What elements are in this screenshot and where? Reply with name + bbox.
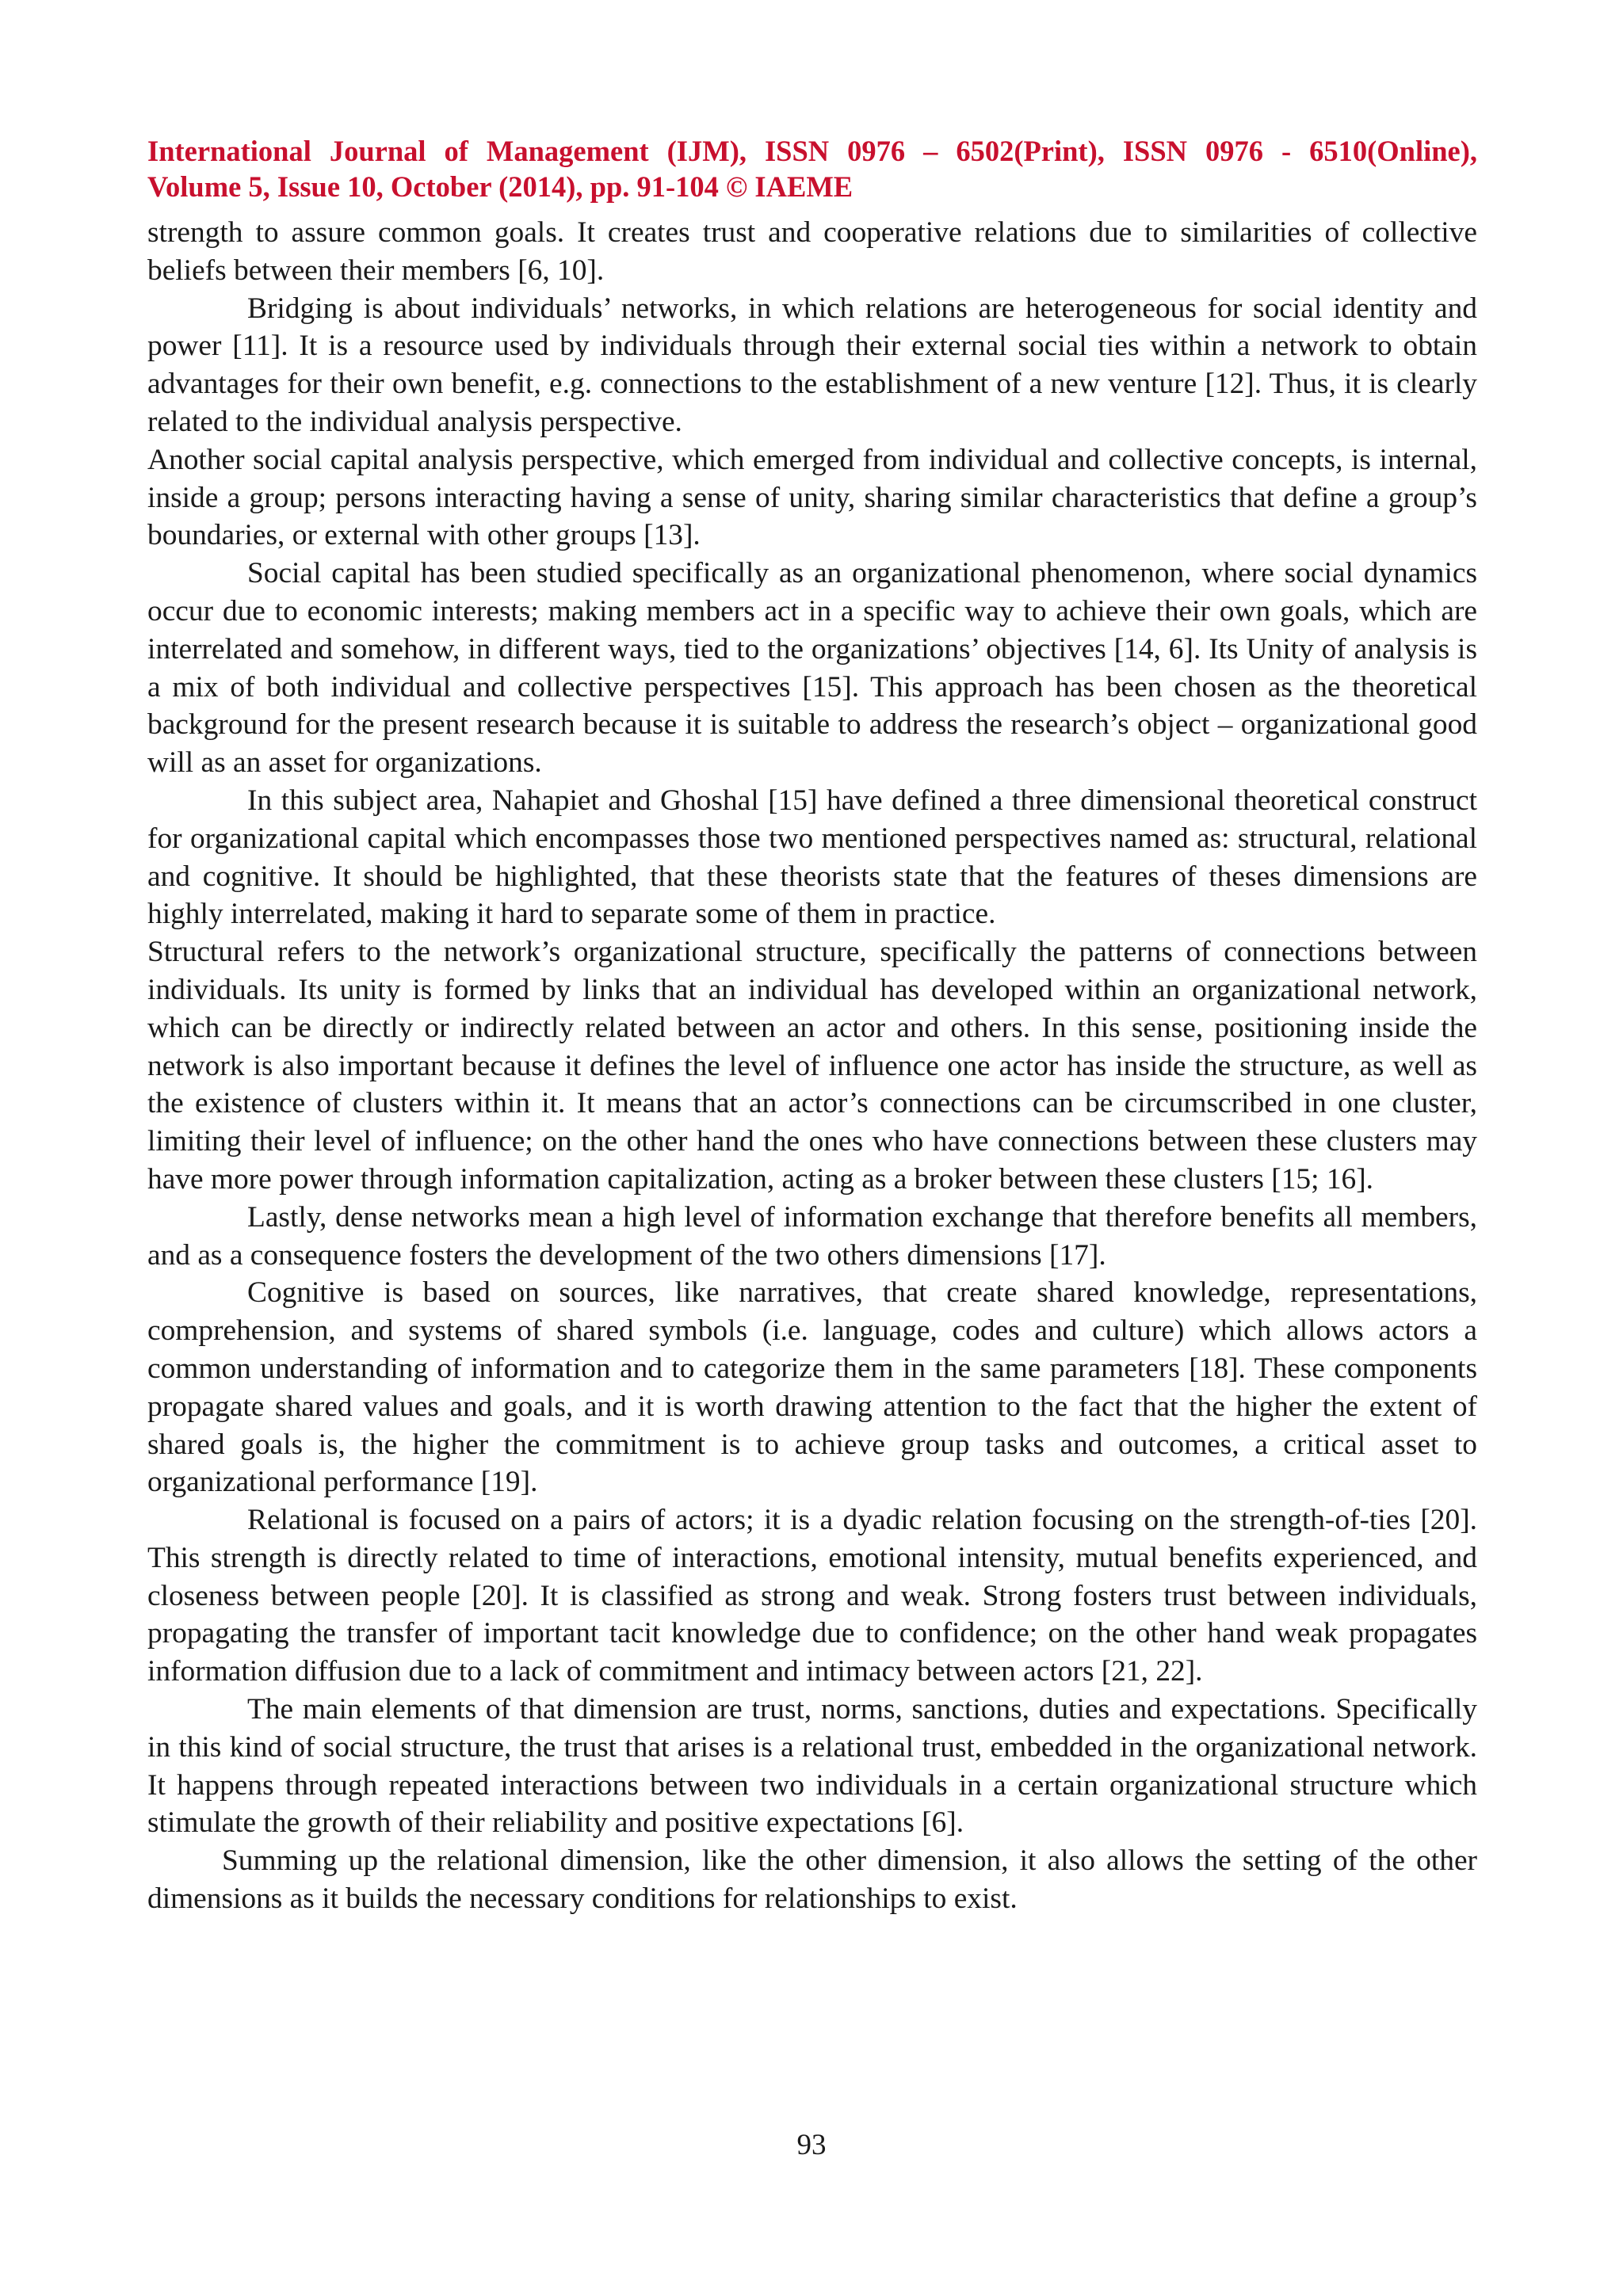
page-number: 93 bbox=[796, 2129, 827, 2161]
paragraph: Relational is focused on a pairs of actors; it is a dyadic relation focusing on the strength-of-ties [20]. This strength is directly related to time of interactions, emotional intensity, mutual benefits experienced, and closeness between people [20]. It is classified as strong and weak. Strong fosters trust between individuals, propagating the transfer of important tacit knowledge due to confidence; on the other hand weak propagates information diffusion due to a lack of commitment and intimacy between actors [21, 22]. bbox=[147, 1504, 1477, 1688]
paragraph: The main elements of that dimension are trust, norms, sanctions, duties and expectations. Specifically in this kind of social structure, the trust that arises is a relational trust, embedded in the organizational network. It happens through repeated interactions between two individuals in a certain organizational structure which stimulate the growth of their reliability and positive expectations [6]. bbox=[147, 1693, 1477, 1840]
journal-header-line-2: Volume 5, Issue 10, October (2014), pp. 91-104 © IAEME bbox=[147, 170, 854, 203]
journal-header bbox=[147, 133, 1477, 204]
journal-header-line-1: International Journal of Management (IJM), ISSN 0976 – 6502(Print), ISSN 0976 - 6510(Online), bbox=[147, 135, 1477, 167]
paragraph: Social capital has been studied specifically as an organizational phenomenon, where social dynamics occur due to economic interests; making members act in a specific way to achieve their own goals, which are interrelated and somehow, in different ways, tied to the organizations’ objectives [14, 6]. Its Unity of analysis is a mix of both individual and collective perspectives [15]. This approach has been chosen as the theoretical background for the present research because it is suitable to address the research’s object – organizational good will as an asset for organizations. bbox=[147, 557, 1477, 780]
article-body bbox=[147, 214, 1477, 1918]
page-content bbox=[147, 133, 1477, 1918]
paragraph: Another social capital analysis perspective, which emerged from individual and collective concepts, is internal, inside a group; persons interacting having a sense of unity, sharing similar characteristics that define a group’s boundaries, or external with other groups [13]. bbox=[147, 443, 1477, 552]
paragraph: Structural refers to the network’s organizational structure, specifically the patterns of connections between individuals. Its unity is formed by links that an individual has developed within an organizational network, which can be directly or indirectly related between an actor and others. In this sense, positioning inside the network is also important because it defines the level of influence one actor has inside the structure, as well as the existence of clusters within it. It means that an actor’s connections can be circumscribed in one cluster, limiting their level of influence; on the other hand the ones who have connections between these clusters may have more power through information capitalization, acting as a broker between these clusters [15; 16]. bbox=[147, 936, 1477, 1196]
paragraph: In this subject area, Nahapiet and Ghoshal [15] have defined a three dimensional theoretical construct for organizational capital which encompasses those two mentioned perspectives named as: structural, relational and cognitive. It should be highlighted, that these theorists state that the features of theses dimensions are highly interrelated, making it hard to separate some of them in practice. bbox=[147, 784, 1477, 931]
paragraph: Summing up the relational dimension, like the other dimension, it also allows the setting of the other dimensions as it builds the necessary conditions for relationships to exist. bbox=[147, 1844, 1477, 1916]
paragraph: strength to assure common goals. It creates trust and cooperative relations due to similarities of collective beliefs between their members [6, 10]. bbox=[147, 216, 1477, 287]
paragraph: Lastly, dense networks mean a high level of information exchange that therefore benefits all members, and as a consequence fosters the development of the two others dimensions [17]. bbox=[147, 1200, 1477, 1272]
paragraph: Cognitive is based on sources, like narratives, that create shared knowledge, representations, comprehension, and systems of shared symbols (i.e. language, codes and culture) which allows actors a common understanding of information and to categorize them in the same parameters [18]. These components propagate shared values and goals, and it is worth drawing attention to the fact that the higher the extent of shared goals is, the higher the commitment is to achieve group tasks and outcomes, a critical asset to organizational performance [19]. bbox=[147, 1276, 1477, 1499]
paragraph: Bridging is about individuals’ networks, in which relations are heterogeneous for social identity and power [11]. It is a resource used by individuals through their external social ties within a network to obtain advantages for their own benefit, e.g. connections to the establishment of a new venture [12]. Thus, it is clearly related to the individual analysis perspective. bbox=[147, 292, 1477, 438]
